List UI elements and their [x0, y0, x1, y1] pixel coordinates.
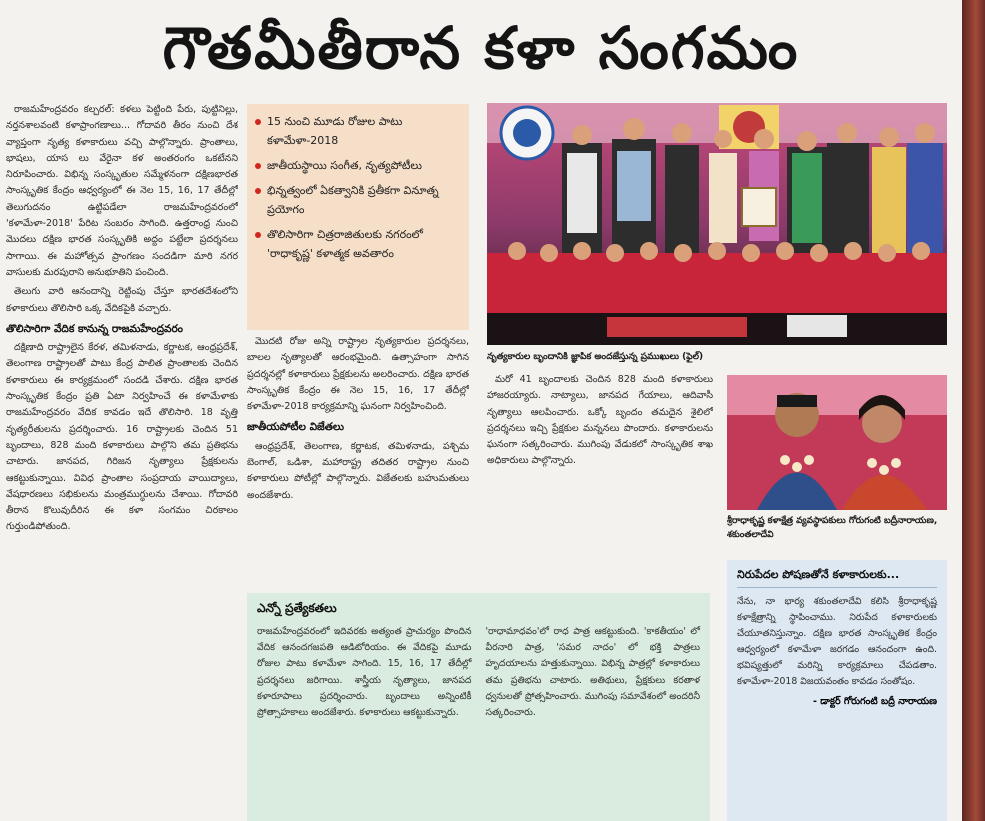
event-photo: [487, 103, 947, 345]
highlights-box: [247, 104, 469, 330]
column3-paragraph: మరో 41 బృందాలకు చెందిన 828 మంది కళాకారులు హాజరయ్యారు. నాట్యాలు, జానపద గేయాలు, ఆదివాసీ నృత్యాలు ఆలపించారు. ఒక్కో బృందం తమదైన శైలిలో ప్రదర్శనలు ఇచ్చి ప్రేక్షకుల మన్ననలు పొందారు. కళాకారులను ఘనంగా సత్కరించారు. ముగింపు వేడుకలో సాంస్కృతిక శాఖ అధికారులు పాల్గొన్నారు.: [487, 374, 713, 467]
portrait-photo-illustration: [727, 375, 947, 510]
column2-paragraph: మొదటి రోజు అన్ని రాష్ట్రాల నృత్యకారుల ప్రదర్శనలు, బాలల నృత్యాలతో ఆరంభమైంది. ఉత్సాహంగా సాగిన ప్రదర్శనల్లో కళాకారులు ప్రేక్షకులను అలరించారు. దక్షిణ భారత సాంస్కృతిక కేంద్రం ఈ నెల 15, 16, 17 తేదీల్లో కళామేళా-2018 కార్యక్రమాన్ని ఘనంగా నిర్వహించింది.: [247, 336, 469, 413]
column1-subhead: తొలిసారిగా వేదిక కానున్న రాజమహేంద్రవరం: [6, 322, 184, 335]
headline: గౌతమీతీరాన కళా సంగమం: [162, 13, 800, 82]
article-column-3: [487, 372, 713, 588]
column2-paragraph: ఆంధ్రప్రదేశ్‌, తెలంగాణ, కర్ణాటక, తమిళనాడు, పశ్చిమ బెంగాల్‌, ఒడిశా, మహారాష్ట్ర తదితర రాష్ట్రాల నుంచి కళాకారులు పోటీల్లో పాల్గొన్నారు. విజేతలకు బహుమతులు అందజేశారు.: [247, 440, 469, 501]
quote-text: నేను, నా భార్య శకుంతలాదేవి కలిసి శ్రీరాధాకృష్ణ కళాక్షేత్రాన్ని స్థాపించాము. నిరుపేద కళాకారులకు చేయూతనిస్తున్నాం. దక్షిణ భారత సాంస్కృతిక కేంద్రం ఆధ్వర్యంలో కళామేళా జరగడం ఆనందంగా ఉంది. భవిష్యత్తులో మరిన్ని కార్యక్రమాలు చేపడతాం. కళామేళా-2018 విజయవంతం కావడం సంతోషం.: [737, 596, 937, 687]
article-column-2: [247, 334, 469, 589]
page-edge-border: [962, 0, 985, 821]
specials-title: ఎన్నో ప్రత్యేకతలు: [257, 601, 337, 615]
portrait-photo: [727, 375, 947, 510]
highlight-item: 15 నుంచి మూడు రోజుల పాటు కళామేళా-2018: [255, 112, 459, 150]
column1-paragraph: తెలుగు వారి ఆనందాన్ని రెట్టింపు చేస్తూ భారతదేశంలోని కళాకారులు తొలిసారి ఒక్క వేదికపైకి వచ్చారు.: [6, 286, 238, 314]
event-photo-caption: నృత్యకారుల బృందానికి జ్ఞాపిక అందజేస్తున్న ప్రముఖులు (ఫైల్‌): [487, 352, 704, 362]
highlight-item: భిన్నత్వంలో ఏకత్వానికి ప్రతీకగా వినూత్న ప్రయోగం: [255, 181, 459, 219]
column1-paragraph: రాజమహేంద్రవరం కల్చరల్‌: కళలు పెట్టింది పేరు, పుట్టినిల్లు, నర్తనశాలవంటి కళాప్రాంగణాలు... గోదావరి తీరం నుంచి దేశ వ్యాప్తంగా నృత్య కళాకారులు వచ్చి పాల్గొన్నారు. ప్రాంతాలు, భాషలు, యాస లు వేరైనా కళ అంతరంగం ఒకటేనని నిరూపించారు. విభిన్న సంస్కృతుల సమ్మేళనంగా దక్షిణభారత సాంస్కృతిక కేంద్రం ఆధ్వర్యంలో ఈ నెల 15, 16, 17 తేదీల్లో తెలుగుదనం ఉట్టిపడేలా రాజమహేంద్రవరంలో 'కళామేళా-2018' పేరిట సంబరం సాగింది. ఉత్తరాంధ్ర నుంచి మొదలు దక్షిణ భారత సంస్కృతికి అద్దం పట్టేలా ప్రదర్శనలు సాగాయి. ఈ మహోత్సవ ప్రాంగణం సందడిగా మారి నగర వాసులకు మరపురాని అనుభూతిని పంచింది.: [6, 104, 238, 278]
quote-signature: - డాక్టర్‌ గోరుగంటి బద్రీ నారాయణ: [813, 696, 937, 707]
specials-column-1: రాజమహేంద్రవరంలో ఇదివరకు అత్యంత ప్రాచుర్యం పొందిన వేదిక ఆనందగజపతి ఆడిటోరియం. ఈ వేదికపై మూడు రోజుల పాటు కళామేళా సాగింది. 15, 16, 17 తేదీల్లో ప్రదర్శనలు జరిగాయి. శాస్త్రీయ నృత్యాలు, జానపద కళారూపాలు ప్రదర్శించారు. బృందాలు అన్నింటికీ ప్రోత్సాహకాలు అందజేశారు. కళాకారులు ఆకట్టుకున్నారు.: [257, 626, 472, 719]
quote-title: నిరుపేదల పోషణతోనే కళాకారులకు...: [737, 568, 937, 588]
event-photo-illustration: [487, 103, 947, 345]
article-column-1: [6, 102, 238, 821]
highlights-list: [255, 112, 459, 263]
column1-paragraph: దక్షిణాది రాష్ట్రాలైన కేరళ, తమిళనాడు, కర్ణాటక, ఆంధ్రప్రదేశ్‌, తెలంగాణ రాష్ట్రాలతో పాటు కేంద్ర పాలిత ప్రాంతాలకు చెందిన కళాకారులు ఈ కార్యక్రమంలో సందడి చేశారు. దక్షిణ భారత సాంస్కృతిక కేంద్రం ప్రతి ఏటా నిర్వహించే ఈ కళామేళాకు రాజమహేంద్రవరం వేదిక కావడం ఇదే తొలిసారి. 18 వృత్తి నృత్యరీతులను ప్రదర్శించారు. 16 రాష్ట్రాలకు చెందిన 51 బృందాలు, 828 మంది కళాకారులు పాల్గొని తమ ప్రతిభను చాటారు. జానపద, గిరిజన నృత్యాలు ప్రేక్షకులను ఆకట్టుకున్నాయి. వివిధ ప్రాంతాల సంప్రదాయ వాయిద్యాలు, వేషధారణలు సభికులను మంత్రముగ్ధులను చేశాయి. గోదావరి తీరాన కొలువుదీరిన ఈ కళా సంగమం చిరకాలం గుర్తుండిపోతుంది.: [6, 342, 238, 533]
column2-subhead: జాతీయపోటీల విజేతలు: [247, 421, 344, 434]
highlight-item: తొలిసారిగా చిత్రరాజితులకు నగరంలో 'రాధాకృష్ణ' కళాత్మక అవతారం: [255, 225, 459, 263]
highlight-item: జాతీయస్థాయి సంగీత, నృత్యపోటీలు: [255, 156, 459, 175]
portrait-photo-caption: శ్రీరాధాకృష్ణ కళాక్షేత్ర వ్యవస్థాపకులు గోరుగంటి బద్రీనారాయణ, శకుంతలాదేవి: [727, 516, 938, 540]
headline-block: [0, 14, 962, 96]
quote-box: [727, 560, 947, 821]
specials-column-2: 'రాధామాధవం'లో రాధ పాత్ర ఆకట్టుకుంది. 'కాకతీయం' లో వీరనారి పాత్ర, 'సమర నాదం' లో భక్తి పాత్రలు హృదయాలను హత్తుకున్నాయి. విభిన్న పాత్రల్లో కళాకారులు తమ ప్రతిభను చాటారు. అతిథులు, ప్రేక్షకులు కరతాళ ధ్వనులతో ప్రోత్సహించారు. ముగింపు సమావేశంలో అందరినీ సత్కరించారు.: [485, 626, 700, 719]
specials-columns: [257, 624, 700, 721]
specials-box: [247, 593, 710, 821]
